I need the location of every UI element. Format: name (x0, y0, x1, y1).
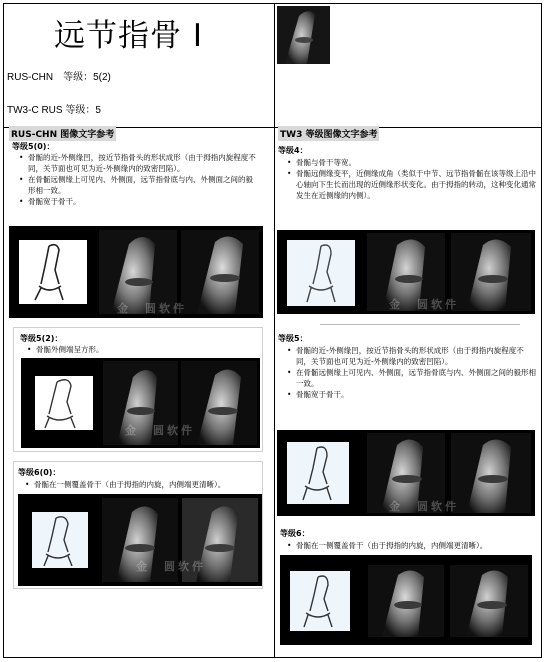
right-stage3-list (286, 540, 536, 551)
xray-image (368, 565, 444, 637)
left-stage3-list (24, 479, 262, 490)
page-title: 远节指骨 I (54, 18, 203, 54)
bone-sketch-image (35, 376, 93, 430)
xray-image (181, 230, 259, 314)
left-image-band-3 (18, 494, 262, 586)
left-grade-3: 等级6(0)： (18, 468, 61, 477)
left-grade-2: 等级5(2)： (20, 334, 63, 343)
watermark-text: 金 圆软件 (389, 500, 459, 513)
left-grade-1: 等级5(0)： (12, 142, 55, 151)
list-item: • 在骨骺远侧缘上可见内、外侧面，远节指骨底与内、外侧面之间的毅形相一致。 (286, 367, 536, 389)
list-item: • 骨骺在一侧覆盖骨干（由于拇指的内旋，内侧端更清晰）。 (24, 479, 262, 490)
left-image-band-2 (21, 358, 260, 448)
list-item: • 骨骺与骨干等宽。 (286, 157, 536, 168)
right-heading: TW3 等级图像文字参考 (278, 126, 379, 141)
xray-image (451, 233, 531, 311)
right-grade-3: 等级6： (280, 529, 310, 538)
right-stage2-list (286, 345, 536, 400)
xray-image (451, 433, 531, 513)
right-image-band-1 (277, 230, 535, 314)
list-item: • 骨骺宽于骨干。 (286, 389, 536, 400)
header-xray-image (277, 6, 330, 64)
list-item: • 骨骺的近-外侧缘凹，按近节指骨头的形状成形（由于拇指内旋程度不同，关节面也可见为近-外侧缘内的致密凹陷）。 (18, 152, 256, 174)
rus-chn-grade: RUS-CHN 等级：5(2) (7, 72, 111, 83)
watermark-text: 金 圆软件 (117, 302, 187, 315)
bone-sketch-image (32, 512, 88, 568)
list-item: • 骨骺在一侧覆盖骨干（由于拇指的内旋，内侧端更清晰）。 (286, 540, 536, 551)
bone-sketch-image (287, 442, 349, 504)
left-heading: RUS-CHN 图像文字参考 (9, 126, 116, 141)
bone-sketch-image (287, 240, 355, 306)
column-divider (274, 4, 275, 657)
right-stage1-list (286, 157, 536, 201)
left-image-band-1 (9, 226, 263, 318)
right-image-band-3 (280, 555, 532, 645)
right-image-band-2 (277, 430, 535, 516)
tw3-rus-grade: TW3-C RUS 等级：5 (7, 105, 101, 116)
right-grade-2: 等级5： (278, 334, 308, 343)
list-item: • 在骨骺远侧缘上可见内、外侧面，远节指骨底与内、外侧面之间的毅形相一致。 (18, 174, 256, 196)
list-item: • 骨骺的近-外侧缘凹，按近节指骨头的形状成形（由于拇指内旋程度不同，关节面也可见为近-外侧缘内的致密凹陷）。 (286, 345, 536, 367)
list-item: • 骨骺远侧缘变平，近侧缘成角（类似于中节、远节指骨骺在该等级上沿中心轴向下生长而出现的近侧缘形状变化。由于拇指的转动，这种变化通常发生在近侧缘的内侧）。 (286, 168, 536, 201)
list-item: • 骨骺外侧端呈方形。 (26, 344, 256, 355)
watermark-text: 金 圆软件 (125, 424, 195, 437)
right-grade-1: 等级4： (278, 146, 308, 155)
bone-sketch-image (19, 240, 87, 304)
left-stage2-list (26, 344, 256, 355)
section-divider (320, 324, 520, 325)
left-stage1-list (18, 152, 256, 207)
watermark-text: 金 圆软件 (389, 298, 459, 311)
bone-sketch-image (290, 571, 350, 631)
list-item: • 骨骺宽于骨干。 (18, 196, 256, 207)
watermark-text: 金 圆软件 (136, 560, 206, 573)
xray-image (450, 565, 528, 637)
